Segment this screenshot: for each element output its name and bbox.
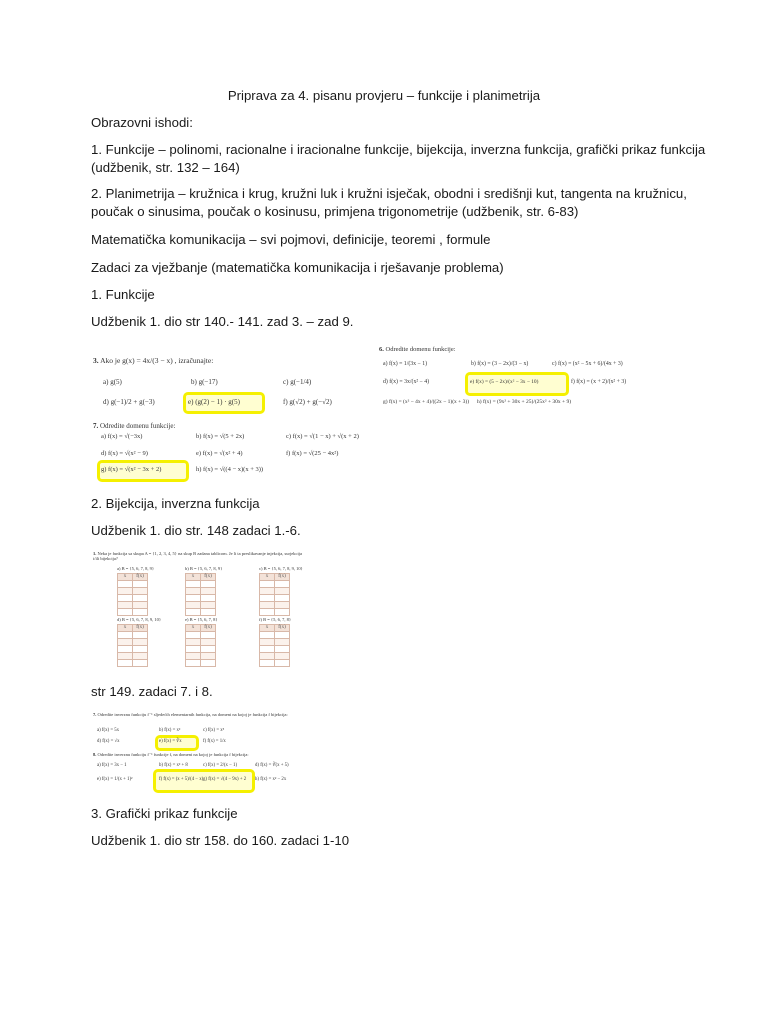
task-7b-item: c) f(x) = x⁵ (203, 728, 225, 733)
task-1-set: f) B = {5, 6, 7, 8} (259, 617, 291, 622)
task-6-image (377, 343, 639, 415)
outcomes-heading: Obrazovni ishodi: (91, 115, 193, 130)
task-3-item: c) g(−1/4) (283, 378, 312, 386)
task-6-item: h) f(x) = (9x² + 30x + 25)/(25x² + 30x + 9) (477, 399, 572, 405)
col-x: x (260, 574, 275, 581)
task-6-item: a) f(x) = 1/(3x − 1) (383, 361, 428, 367)
task-7-item: b) f(x) = √(5 + 2x) (196, 433, 245, 440)
section-1-reference: Udžbenik 1. dio str 140.- 141. zad 3. – zad 9. (91, 314, 354, 329)
task-1-set: e) B = {5, 6, 7, 8} (185, 617, 218, 622)
task-6-item: c) f(x) = (x² − 5x + 6)/(4x + 3) (552, 361, 623, 367)
outcome-1: 1. Funkcije – polinomi, racionalne i iracionalne funkcije, bijekcija, inverzna funkcija, grafički prikaz funkcija (udžbenik, str. 132 – 164) (91, 142, 706, 175)
section-2-heading: 2. Bijekcija, inverzna funkcija (91, 496, 260, 511)
task-1-set: c) B = {5, 6, 7, 8, 9, 10} (259, 566, 303, 571)
mapping-table (259, 624, 290, 667)
task-7b-item: a) f(x) = 5x (97, 728, 120, 733)
task-7b-number: 7. (93, 712, 97, 717)
task-7-item: g) f(x) = √(x² − 3x + 2) (101, 466, 162, 473)
task-7b-item: e) f(x) = ∛x (159, 739, 182, 744)
mapping-table (259, 573, 290, 616)
mapping-table (117, 624, 148, 667)
task-8-item: h) f(x) = x² − 2x (255, 777, 287, 782)
mapping-table (185, 624, 216, 667)
col-x: x (186, 625, 201, 632)
task-3-item: e) (g(2) − 1) · g(5) (188, 398, 240, 406)
task-3-item: f) g(√2) + g(−√2) (283, 398, 332, 406)
task-3-item: b) g(−17) (191, 378, 218, 386)
task-6-item: g) f(x) = (x² − 4x + 4)/((2x − 1)(x + 3)) (383, 399, 470, 405)
task-1-set: d) B = {5, 6, 7, 8, 9, 10} (117, 617, 161, 622)
col-x: x (118, 574, 133, 581)
col-x: x (118, 625, 133, 632)
task-7-item: e) f(x) = √(x² + 4) (196, 450, 243, 457)
task-1-number: 1. (93, 551, 97, 556)
task-7b-item: b) f(x) = x³ (159, 728, 181, 733)
task-6-item: e) f(x) = (5 − 2x)/(x² − 3x − 10) (470, 379, 539, 385)
mapping-table (117, 573, 148, 616)
task-8-item: a) f(x) = 3x − 1 (97, 763, 127, 768)
mapping-table (185, 573, 216, 616)
task-7b-prompt: Odredite inverznu funkciju f⁻¹ sljedećih elementarnih funkcija, na domeni na kojoj je funkcija f bijekcija: (97, 712, 288, 717)
col-fx: f(x) (201, 574, 216, 581)
task-7b-item: d) f(x) = √x (97, 739, 120, 744)
task-3-prompt: Ako je g(x) = 4x/(3 − x) , izračunajte: (100, 356, 214, 365)
task-8-item: f) f(x) = (x + 5)/(4 − x) (159, 777, 204, 782)
page-title: Priprava za 4. pisanu provjeru – funkcije i planimetrija (227, 88, 541, 103)
section-3-reference: Udžbenik 1. dio str 158. do 160. zadaci 1-10 (91, 833, 350, 848)
communication-line: Matematička komunikacija – svi pojmovi, definicije, teoremi , formule (91, 232, 491, 247)
col-x: x (260, 625, 275, 632)
task-6-prompt: Odredite domenu funkcije: (385, 346, 456, 353)
task-3-item: d) g(−1)/2 + g(−3) (103, 398, 155, 406)
task-7-item: c) f(x) = √(1 − x) + √(x + 2) (286, 433, 359, 440)
task-8-number: 8. (93, 752, 97, 757)
task-6-number: 6. (379, 346, 384, 353)
task-1-tables-image (91, 550, 305, 670)
task-7-item: f) f(x) = √(25 − 4x²) (286, 450, 339, 457)
outcome-2: 2. Planimetrija – kružnica i krug, kružni luk i kružni isječak, obodni i središnji kut, tangenta na kružnicu, poučak o sinusima, poučak o kosinusu, primjena trigonometrije (udžbenik, str. 6-83) (91, 186, 687, 219)
task-6-item: f) f(x) = (x + 2)/(x² + 3) (571, 379, 627, 385)
inverse-tasks-image (91, 711, 309, 793)
task-7b-item: f) f(x) = 1/x (203, 739, 226, 744)
section-2-reference-2: str 149. zadaci 7. i 8. (91, 684, 213, 699)
task-1-set: b) B = {5, 6, 7, 8, 9} (185, 566, 223, 571)
task-7-image (91, 418, 367, 482)
task-8-item: d) f(x) = ∛(x + 5) (255, 763, 289, 768)
col-fx: f(x) (275, 574, 290, 581)
col-fx: f(x) (201, 625, 216, 632)
exercises-heading: Zadaci za vježbanje (matematička komunikacija i rješavanje problema) (91, 260, 504, 275)
task-8-item: c) f(x) = 2/(x − 1) (203, 763, 238, 768)
task-7-number: 7. (93, 422, 99, 430)
task-3-item: a) g(5) (103, 378, 122, 386)
task-8-item: e) f(x) = 1/(x + 1)² (97, 777, 133, 782)
task-1-set: a) B = {5, 6, 7, 8, 9} (117, 566, 154, 571)
col-x: x (186, 574, 201, 581)
section-2-reference: Udžbenik 1. dio str. 148 zadaci 1.-6. (91, 523, 301, 538)
task-8-prompt: Odredite inverznu funkciju f⁻¹ funkcije f, na domeni na kojoj je funkcija f bijekcija: (97, 752, 249, 757)
task-7-item: a) f(x) = √(−3x) (101, 433, 143, 440)
task-8-item: g) f(x) = √(4 − 9x) + 2 (203, 777, 247, 782)
task-3-number: 3. (93, 356, 99, 365)
col-fx: f(x) (275, 625, 290, 632)
task-7-item: h) f(x) = √((4 − x)(x + 3)) (196, 466, 264, 473)
task-8-item: b) f(x) = x³ + 8 (159, 763, 188, 768)
task-7-item: d) f(x) = √(x² − 9) (101, 450, 148, 457)
task-6-item: d) f(x) = 3x/(x² − 4) (383, 379, 430, 385)
section-1-heading: 1. Funkcije (91, 287, 155, 302)
task-3-image (91, 346, 353, 416)
task-1-prompt: Neka je funkcija sa skupa A = {1, 2, 3, 4, 5} na skup B zadana tablicom. Je li ta preslikavanje injekcija, surjekcija i/ili bijekcija? (93, 551, 303, 561)
task-7-prompt: Odredite domenu funkcije: (100, 422, 176, 430)
section-3-heading: 3. Grafički prikaz funkcije (91, 806, 238, 821)
col-fx: f(x) (133, 625, 148, 632)
col-fx: f(x) (133, 574, 148, 581)
task-6-item: b) f(x) = (3 − 2x)/(3 − x) (471, 361, 529, 367)
